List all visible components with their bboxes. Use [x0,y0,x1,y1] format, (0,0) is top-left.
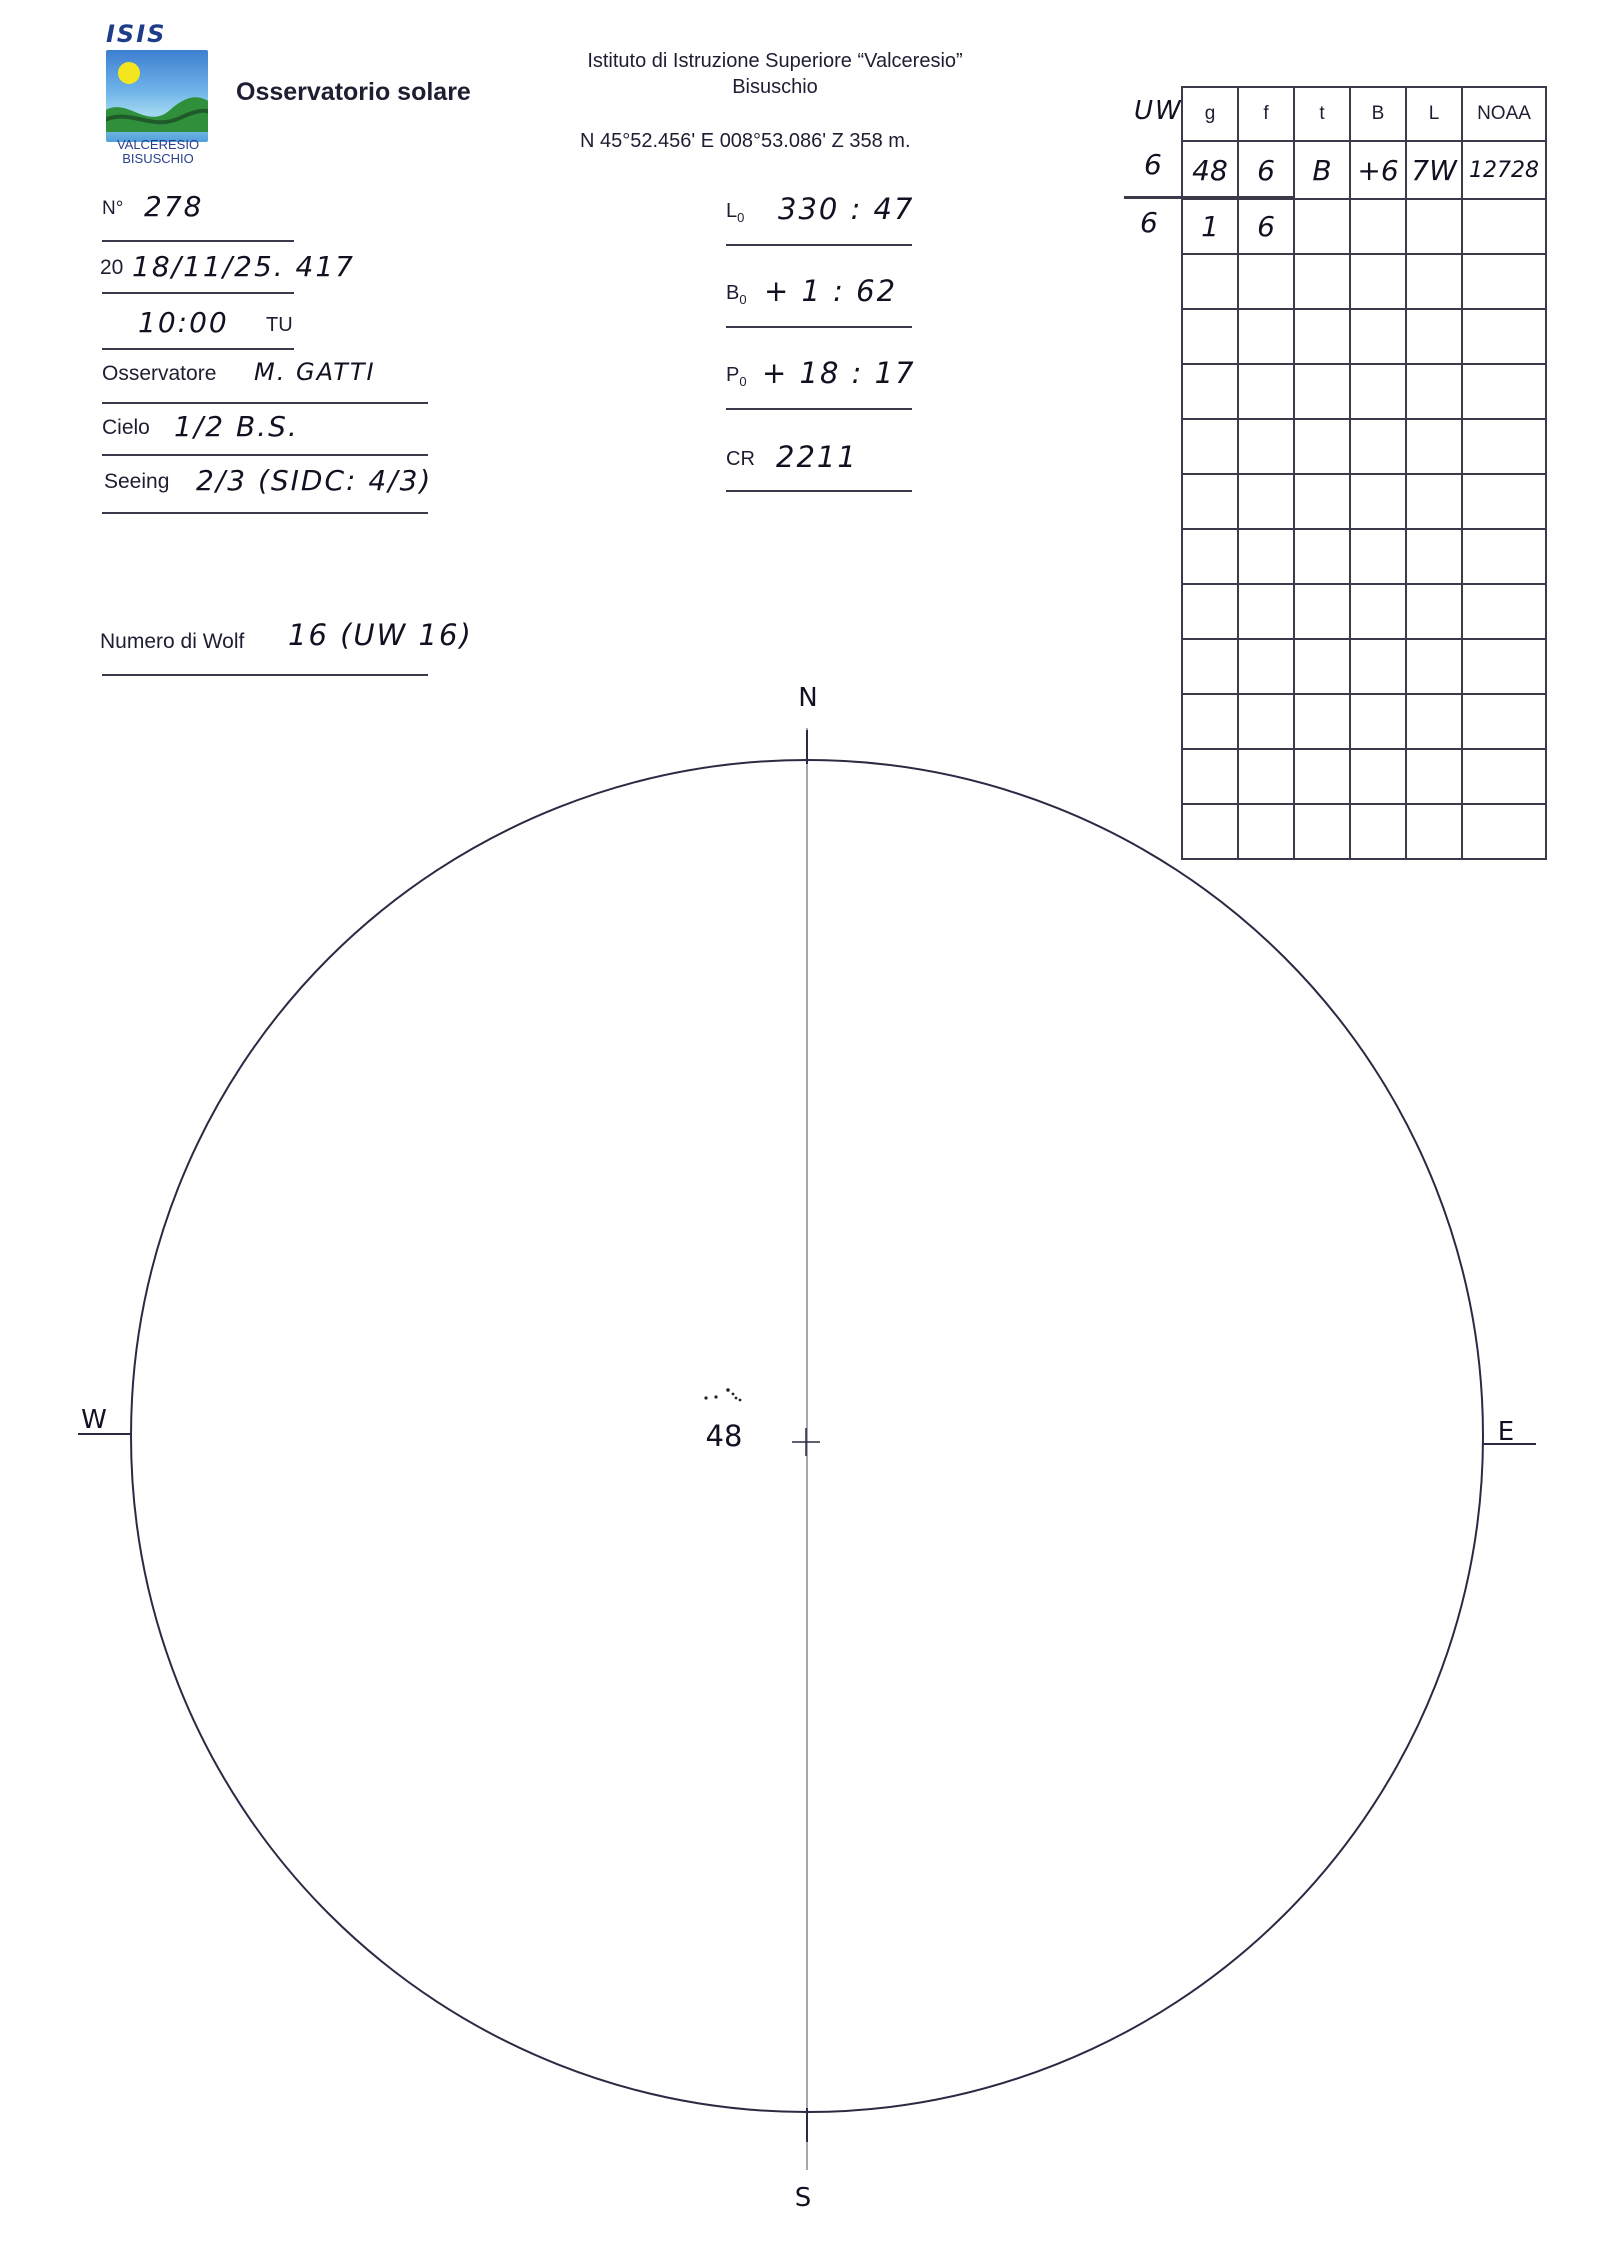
institute-line1: Istituto di Istruzione Superiore “Valceresio” [587,50,963,72]
table-header-row-cell: NOAA [1462,87,1546,141]
carrington-label: CR [726,448,755,470]
north-label: N [798,683,818,713]
p0-value: + 18 : 17 [762,356,916,390]
south-label: S [794,2183,812,2213]
table-row-cell: 48 [1182,141,1238,199]
table-row-cell: 6 [1238,199,1294,254]
sunspot [732,1393,735,1396]
table-header-row-cell: t [1294,87,1350,141]
l0-label-text: L [726,200,738,222]
l0-value: 330 : 47 [778,192,915,226]
sunspot [726,1388,730,1392]
group-label: 48 [705,1419,743,1453]
date-prefix: 20 [100,256,124,279]
logo-text: ISIS [106,20,167,48]
drawing-number-value: 278 [144,190,204,223]
institute-line2: Bisuschio [732,76,818,98]
p0-label-text: P [726,364,740,386]
table-header-row-cell: B [1350,87,1406,141]
logo-subtitle-line2: BISUSCHIO [122,151,194,166]
sky-label: Cielo [102,416,150,439]
table-uw-header: UW [1134,96,1183,126]
seeing-value: 2/3 (SIDC: 4/3) [196,464,433,497]
table-row-cell: 7W [1406,141,1462,199]
sky-value: 1/2 B.S. [174,410,299,443]
sunspot [704,1396,707,1399]
table-header-row-cell: f [1238,87,1294,141]
sunspot [735,1397,738,1400]
observatory-title: Osservatorio solare [236,78,471,106]
drawing-number-label: N° [102,198,124,219]
table-row-cell: 6 [1238,141,1294,199]
table-row-cell: 1 [1182,199,1238,254]
time-value: 10:00 [138,306,229,339]
p0-label-subscript: 0 [739,374,747,389]
l0-label-subscript: 0 [737,210,745,225]
seeing-label: Seeing [104,470,170,493]
wolf-number-label: Numero di Wolf [100,630,245,653]
table-row-cell: +6 [1350,141,1406,199]
west-label: W [81,1405,107,1435]
table-row-cell: 12728 [1462,141,1546,199]
observer-label: Osservatore [102,362,217,385]
logo-subtitle-line1: VALCERESIO [116,137,200,152]
date-value: 18/11/25. 417 [132,250,355,283]
b0-value: + 1 : 62 [764,274,898,308]
b0-label-subscript: 0 [739,292,747,307]
wolf-number-value: 16 (UW 16) [288,618,473,652]
b0-label-text: B [726,282,740,304]
table-uw-row-2: 6 [1140,206,1160,239]
table-header-row-cell: L [1406,87,1462,141]
observer-value: M. GATTI [254,358,376,386]
station-coordinates: N 45°52.456' E 008°53.086' Z 358 m. [580,130,911,152]
east-label: E [1497,1417,1515,1447]
table-uw-row-1: 6 [1144,148,1164,181]
time-unit: TU [266,314,293,336]
table-header-row-cell: g [1182,87,1238,141]
sunspot [714,1395,717,1398]
carrington-value: 2211 [776,440,858,474]
table-row-cell: B [1294,141,1350,199]
sunspot [739,1399,742,1402]
